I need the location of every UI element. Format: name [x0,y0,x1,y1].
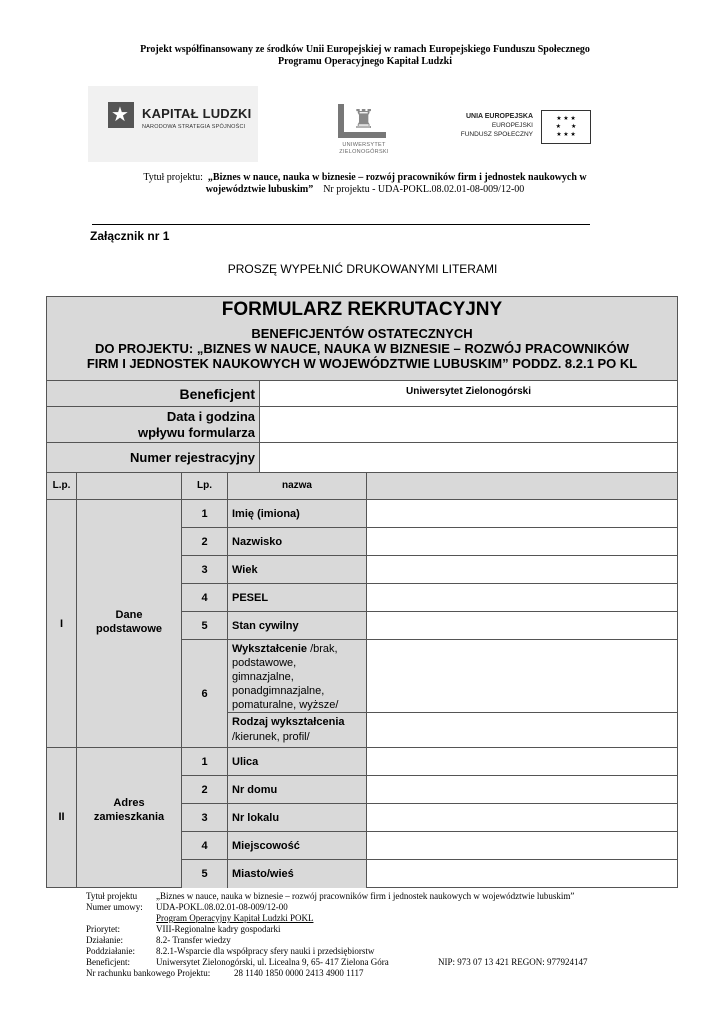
education-options-2: podstawowe, [232,657,297,669]
row-number: 1 [182,748,228,776]
footer-action-value: 8.2- Transfer wiedzy [156,935,231,945]
row-number: 2 [182,528,228,556]
project-title-label: Tytuł projektu: [143,172,203,183]
section-2-name [77,748,182,887]
footer-subaction-value: 8.2.1-Wsparcie dla współpracy sfery nauki i przedsiębiorstw [156,946,375,956]
footer-beneficiary-value: Uniwersytet Zielonogórski, ul. Licealna 9, 65- 417 Zielona Góra [156,957,389,967]
col-lp: L.p. [47,473,77,500]
footer-title-key: Tytuł projektu [86,891,138,901]
form-subtitle-3: FIRM I JEDNOSTEK NAUKOWYCH W WOJEWÓDZTWIE LUBUSKIM” PODDZ. 8.2.1 PO KL [86,356,638,371]
row-number: 2 [182,776,228,804]
form-subtitle-1: BENEFICJENTÓW OSTATECZNYCH [251,326,473,341]
university-logo [332,104,396,162]
date-input[interactable] [260,407,677,443]
footer-contract-key: Numer umowy: [86,902,143,912]
kapital-ludzki-logo [88,86,258,162]
row-number: 1 [182,500,228,528]
footer-action-key: Działanie: [86,935,123,945]
recruitment-form [46,296,678,888]
date-label-line-2: wpływu formularza [137,425,255,440]
education-field-hint: /kierunek, profil/ [232,731,310,743]
eu-logo [455,108,595,148]
attachment-label: Załącznik nr 1 [90,229,170,243]
section-2-number: II [47,748,77,887]
section-1-name-line-1: Dane [115,609,143,621]
row-number: 4 [182,584,228,612]
col-name: nazwa [228,473,367,500]
field-label: Miasto/wieś [228,860,367,888]
kl-logo-title: KAPITAŁ LUDZKI [142,106,252,121]
col-value [367,473,677,500]
field-input[interactable] [367,776,677,804]
section-2-name-line-1: Adres [113,797,145,809]
field-input[interactable] [367,584,677,612]
cofinance-line-1: Projekt współfinansowany ze środków Unii Europejskiej w ramach Europejskiego Funduszu Społecznego [140,44,590,55]
education-field-label [228,713,367,748]
row-number: 5 [182,612,228,640]
row-6-number: 6 [182,640,228,748]
education-options-1: /brak, [307,643,338,655]
uz-logo-text [332,142,396,156]
field-input[interactable] [367,748,677,776]
education-field-input[interactable] [367,713,677,748]
footer-nip-regon: NIP: 973 07 13 421 REGON: 977924147 [438,957,588,967]
row-number: 3 [182,556,228,584]
beneficiary-value: Uniwersytet Zielonogórski [260,381,677,407]
field-input[interactable] [367,832,677,860]
section-1-number: I [47,500,77,748]
footer-bank-value: 28 1140 1850 0000 2413 4900 1117 [234,968,364,978]
footer-contract-value: UDA-POKL.08.02.01-08-009/12-00 [156,902,288,912]
education-field-bold: Rodzaj wykształcenia [232,716,345,728]
field-label: Nr lokalu [228,804,367,832]
education-label [228,640,367,713]
education-options-5: pomaturalne, wyższe/ [232,699,339,711]
form-subtitle-2: DO PROJEKTU: „BIZNES W NAUCE, NAUKA W BIZNESIE – ROZWÓJ PRACOWNIKÓW [95,341,629,356]
field-label: Ulica [228,748,367,776]
form-title: FORMULARZ REKRUTACYJNY [221,299,503,320]
col-lp2: Lp. [182,473,228,500]
uz-logo-line-1: UNIWERSYTET [342,142,386,148]
logo-bar [0,0,725,170]
field-label: Nr domu [228,776,367,804]
field-input[interactable] [367,804,677,832]
education-input[interactable] [367,640,677,713]
form-title-block [47,297,677,381]
row-number: 4 [182,832,228,860]
beneficiary-label: Beneficjent [47,381,260,407]
footer-title-value: „Biznes w nauce, nauka w biznesie – rozwój pracowników firm i jednostek naukowych w województwie lubuskim” [156,891,575,901]
registration-input[interactable] [260,443,677,473]
row-number: 5 [182,860,228,888]
section-2-name-line-2: zamieszkania [93,811,165,823]
eu-flag-icon: ★ ★ ★ ★ ★ ★ ★ ★ [541,110,591,144]
section-1-name-line-2: podstawowe [95,623,162,635]
footer-program: Program Operacyjny Kapitał Ludzki POKL [156,913,314,923]
form-subtitle [47,326,677,371]
footer-beneficiary-key: Beneficjent: [86,957,130,967]
uz-logo-line-2: ZIELONOGÓRSKI [339,149,389,155]
section-1-name [77,500,182,748]
footer-subaction-key: Poddziałanie: [86,946,135,956]
star-icon [108,102,134,128]
field-label: Miejscowość [228,832,367,860]
project-title-part-2: województwie lubuskim” [205,184,314,195]
field-input[interactable] [367,528,677,556]
eu-logo-text [461,112,533,139]
education-label-bold: Wykształcenie [232,643,308,655]
divider [92,224,590,225]
field-label: Imię (imiona) [228,500,367,528]
footer-priority-value: VIII-Regionalne kadry gospodarki [156,924,281,934]
date-label-line-1: Data i godzina [166,409,255,424]
date-label [47,407,260,443]
project-title [60,172,670,196]
eu-logo-line-1: UNIA EUROPEJSKA [465,113,533,120]
registration-label: Numer rejestracyjny [47,443,260,473]
project-number: Nr projektu - UDA-POKL.08.02.01-08-009/12-00 [323,184,525,195]
field-label: PESEL [228,584,367,612]
field-input[interactable] [367,556,677,584]
project-title-part-1: „Biznes w nauce, nauka w biznesie – rozwój pracowników firm i jednostek naukowych w [207,172,587,183]
field-label: Wiek [228,556,367,584]
footer [86,891,706,979]
field-label: Nazwisko [228,528,367,556]
education-options-3: gimnazjalne, [232,671,294,683]
eu-logo-line-3: FUNDUSZ SPOŁECZNY [460,131,533,138]
footer-bank-key: Nr rachunku bankowego Projektu: [86,968,211,978]
footer-priority-key: Priorytet: [86,924,120,934]
field-input[interactable] [367,612,677,640]
fill-instruction: PROSZĘ WYPEŁNIĆ DRUKOWANYMI LITERAMI [227,262,498,276]
cofinance-line-2: Programu Operacyjnego Kapitał Ludzki [278,56,452,67]
field-label: Stan cywilny [228,612,367,640]
kl-logo-subtitle: NARODOWA STRATEGIA SPÓJNOŚCI [142,124,246,130]
eu-logo-line-2: EUROPEJSKI [491,122,533,129]
education-options-4: ponadgimnazjalne, [232,685,325,697]
field-input[interactable] [367,500,677,528]
eagle-icon: ♜ [352,104,376,134]
field-input[interactable] [367,860,677,888]
col-section [77,473,182,500]
row-number: 3 [182,804,228,832]
